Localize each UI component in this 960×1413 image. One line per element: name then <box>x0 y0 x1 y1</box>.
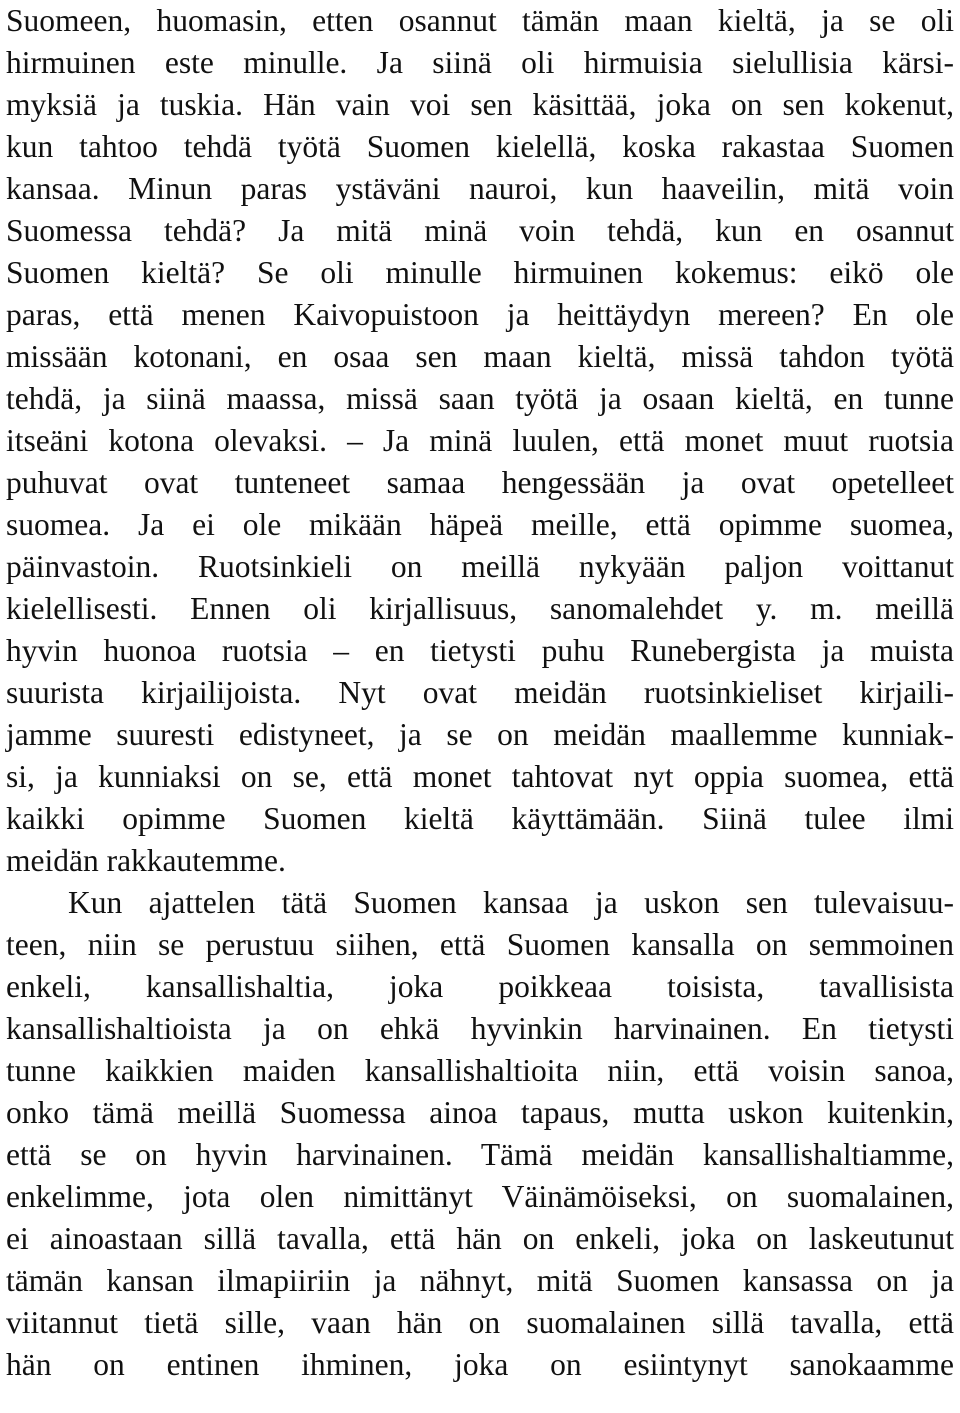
text-line: suurista kirjailijoista. Nyt ovat meidän ruotsinkieliset kirjaili- <box>6 675 954 710</box>
text-line: Suomen kieltä? Se oli minulle hirmuinen kokemus: eikö ole <box>6 255 954 290</box>
text-line: puhuvat ovat tunteneet samaa hengessään ja ovat opetelleet <box>6 465 954 500</box>
text-line: kansaa. Minun paras ystäväni nauroi, kun haaveilin, mitä voin <box>6 171 954 206</box>
text-line: kielellisesti. Ennen oli kirjallisuus, sanomalehdet y. m. meillä <box>6 591 954 626</box>
text-line: päinvastoin. Ruotsinkieli on meillä nykyään paljon voittanut <box>6 549 954 584</box>
text-line: itseäni kotona olevaksi. – Ja minä luulen, että monet muut ruotsia <box>6 423 954 458</box>
text-line: Kun ajattelen tätä Suomen kansaa ja uskon sen tulevaisuu- <box>68 885 954 920</box>
text-line: jamme suuresti edistyneet, ja se on meidän maallemme kunniak- <box>6 717 954 752</box>
text-line: Suomessa tehdä? Ja mitä minä voin tehdä, kun en osannut <box>6 213 954 248</box>
text-line: että se on hyvin harvinainen. Tämä meidän kansallishaltiamme, <box>6 1137 954 1172</box>
text-line: ei ainoastaan sillä tavalla, että hän on enkeli, joka on laskeutunut <box>6 1221 954 1256</box>
text-line: hirmuinen este minulle. Ja siinä oli hirmuisia sielullisia kärsi- <box>6 45 954 80</box>
text-line: hyvin huonoa ruotsia – en tietysti puhu Runebergista ja muista <box>6 633 954 668</box>
text-line: meidän rakkautemme. <box>6 843 286 878</box>
text-line: kaikki opimme Suomen kieltä käyttämään. Siinä tulee ilmi <box>6 801 954 836</box>
text-line: enkelimme, jota olen nimittänyt Väinämöiseksi, on suomalainen, <box>6 1179 954 1214</box>
text-line: onko tämä meillä Suomessa ainoa tapaus, mutta uskon kuitenkin, <box>6 1095 954 1130</box>
text-line: tehdä, ja siinä maassa, missä saan työtä ja osaan kieltä, en tunne <box>6 381 954 416</box>
text-line: tunne kaikkien maiden kansallishaltioita niin, että voisin sanoa, <box>6 1053 954 1088</box>
text-line: suomea. Ja ei ole mikään häpeä meille, että opimme suomea, <box>6 507 954 542</box>
text-line: si, ja kunniaksi on se, että monet tahtovat nyt oppia suomea, että <box>6 759 954 794</box>
text-line: tämän kansan ilmapiiriin ja nähnyt, mitä Suomen kansassa on ja <box>6 1263 954 1298</box>
text-line: enkeli, kansallishaltia, joka poikkeaa toisista, tavallisista <box>6 969 954 1004</box>
text-line: missään kotonani, en osaa sen maan kieltä, missä tahdon työtä <box>6 339 954 374</box>
text-line: myksiä ja tuskia. Hän vain voi sen käsittää, joka on sen kokenut, <box>6 87 954 122</box>
text-line: teen, niin se perustuu siihen, että Suomen kansalla on semmoinen <box>6 927 954 962</box>
text-line: kun tahtoo tehdä työtä Suomen kielellä, koska rakastaa Suomen <box>6 129 954 164</box>
text-line: paras, että menen Kaivopuistoon ja heittäydyn mereen? En ole <box>6 297 954 332</box>
text-line: hän on entinen ihminen, joka on esiintynyt sanokaamme <box>6 1347 954 1382</box>
text-line: Suomeen, huomasin, etten osannut tämän maan kieltä, ja se oli <box>6 3 954 38</box>
text-line: viitannut tietä sille, vaan hän on suomalainen sillä tavalla, että <box>6 1305 954 1340</box>
text-line: kansallishaltioista ja on ehkä hyvinkin harvinainen. En tietysti <box>6 1011 954 1046</box>
